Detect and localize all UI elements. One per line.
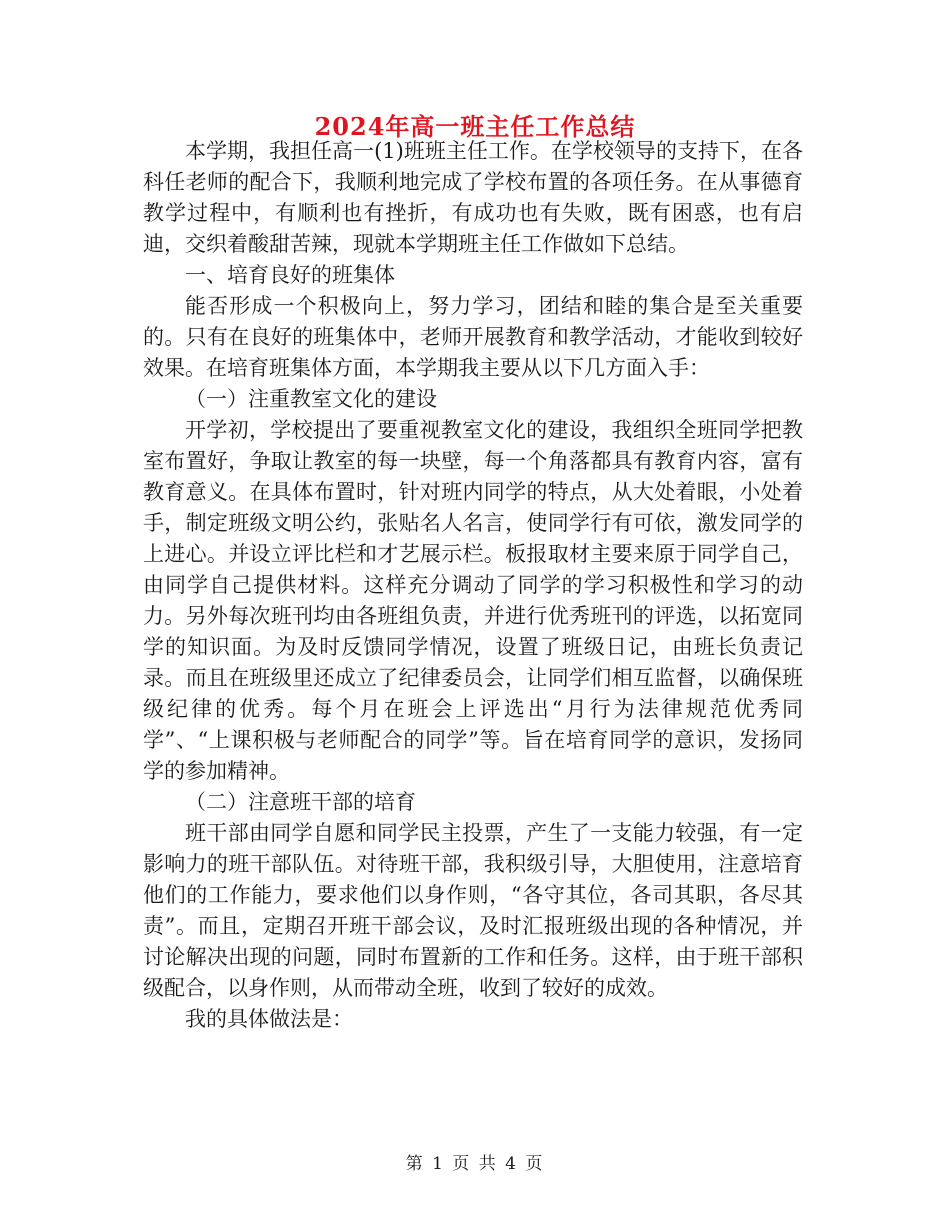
page-footer: 第 1 页 共 4 页 (405, 1154, 545, 1174)
subsection-heading-1: （一）注重教室文化的建设 (185, 387, 437, 411)
intro-paragraph: 本学期，我担任高一(1)班班主任工作。在学校领导的支持下，在各科任老师的配合下，我顺利地完成了学校布置的各项任务。在从事德育教学过程中，有顺利也有挫折，有成功也有失败，既有困惑，也有启迪，交织着酸甜苦辣，现就本学期班主任工作做如下总结。 (143, 139, 803, 256)
section-heading-1: 一、培育良好的班集体 (185, 263, 395, 287)
body-paragraph: 我的具体做法是： (185, 1007, 353, 1031)
document-title: 2024年高一班主任工作总结 (314, 112, 636, 141)
document-body (143, 136, 803, 1035)
body-paragraph: 班干部由同学自愿和同学民主投票，产生了一支能力较强，有一定影响力的班干部队伍。对待班干部，我积级引导，大胆使用，注意培育他们的工作能力，要求他们以身作则，“各守其位，各司其职，各尽其责”。而且，定期召开班干部会议，及时汇报班级出现的各种情况，并讨论解决出现的问题，同时布置新的工作和任务。这样，由于班干部积级配合，以身作则，从而带动全班，收到了较好的成效。 (143, 821, 803, 1000)
body-paragraph: 开学初，学校提出了要重视教室文化的建设，我组织全班同学把教室布置好，争取让教室的每一块壁，每一个角落都具有教育内容，富有教育意义。在具体布置时，针对班内同学的特点，从大处着眼，小处着手，制定班级文明公约，张贴名人名言，使同学行有可依，激发同学的上进心。并设立评比栏和才艺展示栏。板报取材主要来原于同学自己，由同学自己提供材料。这样充分调动了同学的学习积极性和学习的动力。另外每次班刊均由各班组负责，并进行优秀班刊的评选，以拓宽同学的知识面。为及时反馈同学情况，设置了班级日记，由班长负责记录。而且在班级里还成立了纪律委员会，让同学们相互监督，以确保班级纪律的优秀。每个月在班会上评选出“月行为法律规范优秀同学”、“上课积极与老师配合的同学”等。旨在培育同学的意识，发扬同学的参加精神。 (143, 418, 803, 783)
body-paragraph: 能否形成一个积极向上，努力学习，团结和睦的集合是至关重要的。只有在良好的班集体中，老师开展教育和教学活动，才能收到较好效果。在培育班集体方面，本学期我主要从以下几方面入手： (143, 294, 803, 380)
subsection-heading-2: （二）注意班干部的培育 (185, 790, 416, 814)
